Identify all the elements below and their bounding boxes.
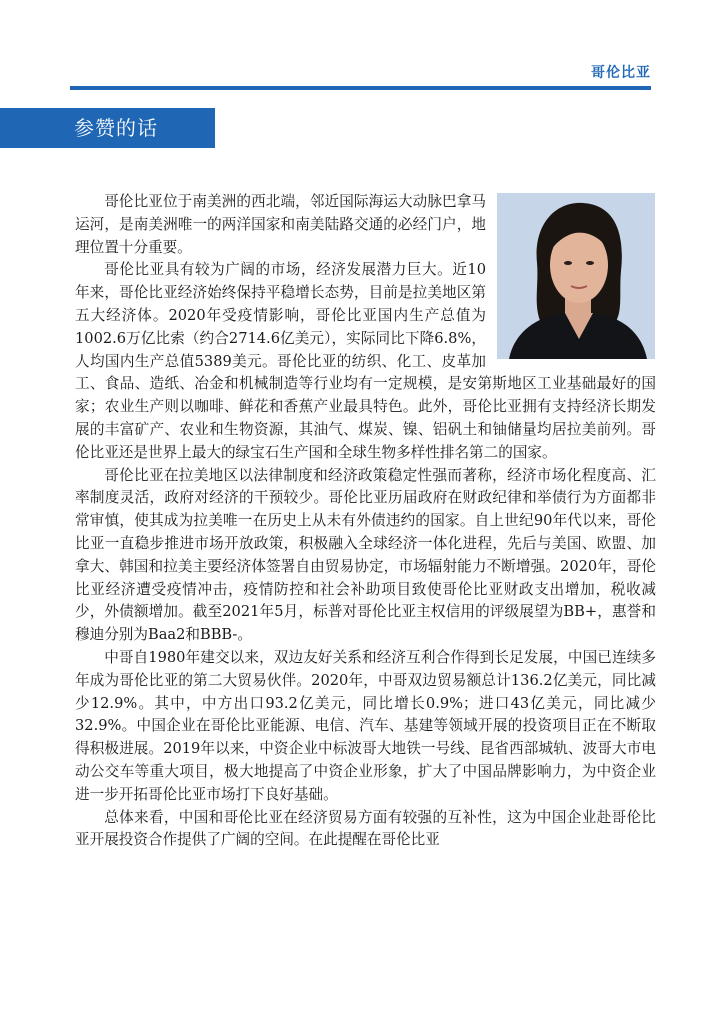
- section-title: 参赞的话: [0, 108, 215, 148]
- header-rule: [70, 86, 651, 90]
- paragraph: 中哥自1980年建交以来，双边友好关系和经济互利合作得到长足发展，中国已连续多年成为哥伦比亚的第二大贸易伙伴。2020年，中哥双边贸易额总计136.2亿美元，同比减少12.9%。其中，中方出口93.2亿美元，同比增长0.9%；进口43亿美元，同比减少32.9%。中国企业在哥伦比亚能源、电信、汽车、基建等领域开展的投资项目正在不断取得积极进展。2019年以来，中资企业中标波哥大地铁一号线、昆省西部城轨、波哥大市电动公交车等重大项目，极大地提高了中资企业形象，扩大了中国品牌影响力，为中资企业进一步开拓哥伦比亚市场打下良好基础。: [75, 648, 656, 803]
- paragraph: 哥伦比亚位于南美洲的西北端，邻近国际海运大动脉巴拿马运河，是南美洲唯一的两洋国家和南美陆路交通的必经门户，地理位置十分重要。: [75, 193, 486, 256]
- paragraph: 总体来看，中国和哥伦比亚在经济贸易方面有较强的互补性，这为中国企业赴哥伦比亚开展投资合作提供了广阔的空间。在此提醒在哥伦比亚: [75, 808, 656, 849]
- running-header-country: 哥伦比亚: [591, 65, 651, 81]
- photo-wrap-spacer: [486, 191, 656, 356]
- paragraph: 哥伦比亚在拉美地区以法律制度和经济政策稳定性强而著称，经济市场化程度高、汇率制度灵活，政府对经济的干预较少。哥伦比亚历届政府在财政纪律和举债行为方面都非常审慎，使其成为拉美唯一在历史上从未有外债违约的国家。自上世纪90年代以来，哥伦比亚一直稳步推进市场开放政策，积极融入全球经济一体化进程，先后与美国、欧盟、加拿大、韩国和拉美主要经济体签署自由贸易协定，市场辐射能力不断增强。2020年，哥伦比亚经济遭受疫情冲击，疫情防控和社会补助项目致使哥伦比亚财政支出增加，税收减少，外债额增加。截至2021年5月，标普对哥伦比亚主权信用的评级展望为BB+，惠誉和穆迪分别为Baa2和BBB-。: [75, 466, 656, 644]
- article-body: [75, 191, 656, 852]
- paragraph: 哥伦比亚具有较为广阔的市场，经济发展潜力巨大。近10年来，哥伦比亚经济始终保持平稳增长态势，目前是拉美地区第五大经济体。2020年受疫情影响，哥伦比亚国内生产总值为1002.6万亿比索（约合2714.6亿美元），实际同比下降6.8%，人均国内生产总值5389美元。哥伦比亚的纺织、化工、皮革加工、食品、造纸、冶金和机械制造等行业均有一定规模，是安第斯地区工业基础最好的国家；农业生产则以咖啡、鲜花和香蕉产业最具特色。此外，哥伦比亚拥有支持经济长期发展的丰富矿产、农业和生物资源，其油气、煤炭、镍、铝矾土和铀储量均居拉美前列。哥伦比亚还是世界上最大的绿宝石生产国和全球生物多样性排名第二的国家。: [75, 261, 656, 461]
